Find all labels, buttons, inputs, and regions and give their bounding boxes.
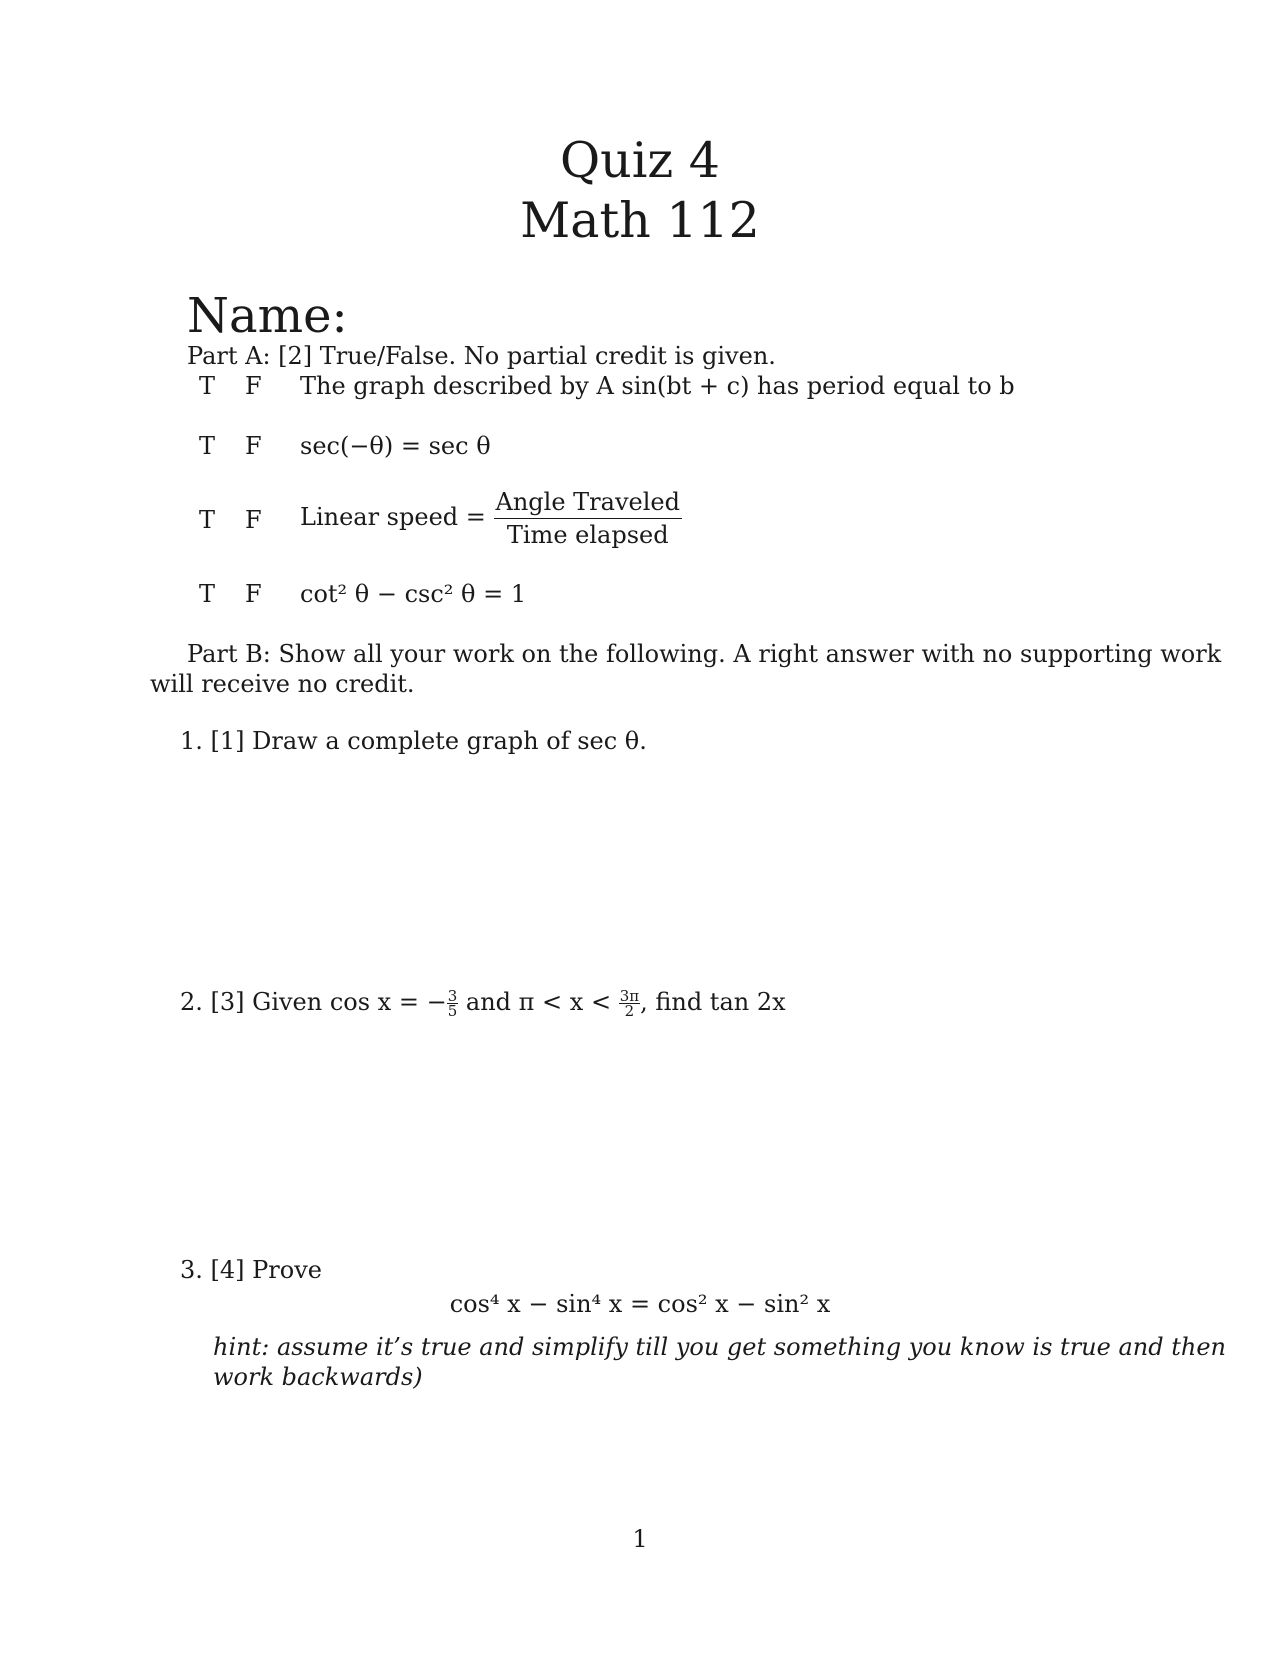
question-3-equation: cos⁴ x − sin⁴ x = cos² x − sin² x — [449, 1290, 831, 1318]
fraction-three-fifths — [447, 989, 459, 1018]
false-option[interactable]: F — [245, 580, 262, 608]
quiz-title: Quiz 4 — [560, 132, 720, 189]
hint-line2: work backwards) — [213, 1363, 423, 1391]
fraction-denominator: 2 — [624, 1002, 635, 1020]
course-title: Math 112 — [520, 192, 760, 249]
fraction-numerator: 3 — [447, 987, 458, 1005]
true-option[interactable]: T — [199, 506, 216, 534]
q2-prefix: 2. [3] Given cos x = − — [180, 988, 447, 1016]
linear-speed-label: Linear speed = — [300, 503, 486, 531]
question-1: 1. [1] Draw a complete graph of sec θ. — [180, 727, 647, 755]
page-number: 1 — [632, 1525, 648, 1553]
part-b-line1: Part B: Show all your work on the following. A right answer with no supporting work — [187, 640, 1222, 668]
tf-options-2[interactable] — [199, 432, 299, 460]
false-option[interactable]: F — [245, 432, 262, 460]
hint-line1: hint: assume it’s true and simplify till you get something you know is true and then — [213, 1333, 1226, 1361]
fraction-numerator: 3π — [619, 987, 640, 1005]
q2-suffix: , find tan 2x — [640, 988, 786, 1016]
fraction-denominator: Time elapsed — [506, 521, 669, 549]
tf-statement-1: The graph described by A sin(bt + c) has period equal to b — [300, 372, 1015, 400]
tf-statement-2: sec(−θ) = sec θ — [300, 432, 491, 460]
tf-options-4[interactable] — [199, 580, 299, 608]
fraction-denominator: 5 — [447, 1002, 458, 1020]
part-b-line2: will receive no credit. — [150, 670, 415, 698]
fraction-numerator: Angle Traveled — [494, 488, 682, 519]
speed-fraction — [494, 488, 682, 549]
question-3-label: 3. [4] Prove — [180, 1256, 322, 1284]
false-option[interactable]: F — [245, 506, 262, 534]
part-a-heading: Part A: [2] True/False. No partial credit is given. — [187, 342, 776, 370]
q2-mid: and π < x < — [458, 988, 619, 1016]
true-option[interactable]: T — [199, 580, 216, 608]
fraction-three-pi-over-two — [619, 989, 640, 1018]
question-2 — [180, 988, 786, 1018]
tf-statement-3 — [300, 488, 682, 549]
tf-options-3[interactable] — [199, 506, 299, 534]
tf-statement-4: cot² θ − csc² θ = 1 — [300, 580, 527, 608]
false-option[interactable]: F — [245, 372, 262, 400]
true-option[interactable]: T — [199, 372, 216, 400]
name-label: Name: — [187, 288, 348, 344]
true-option[interactable]: T — [199, 432, 216, 460]
tf-options-1[interactable] — [199, 372, 299, 400]
